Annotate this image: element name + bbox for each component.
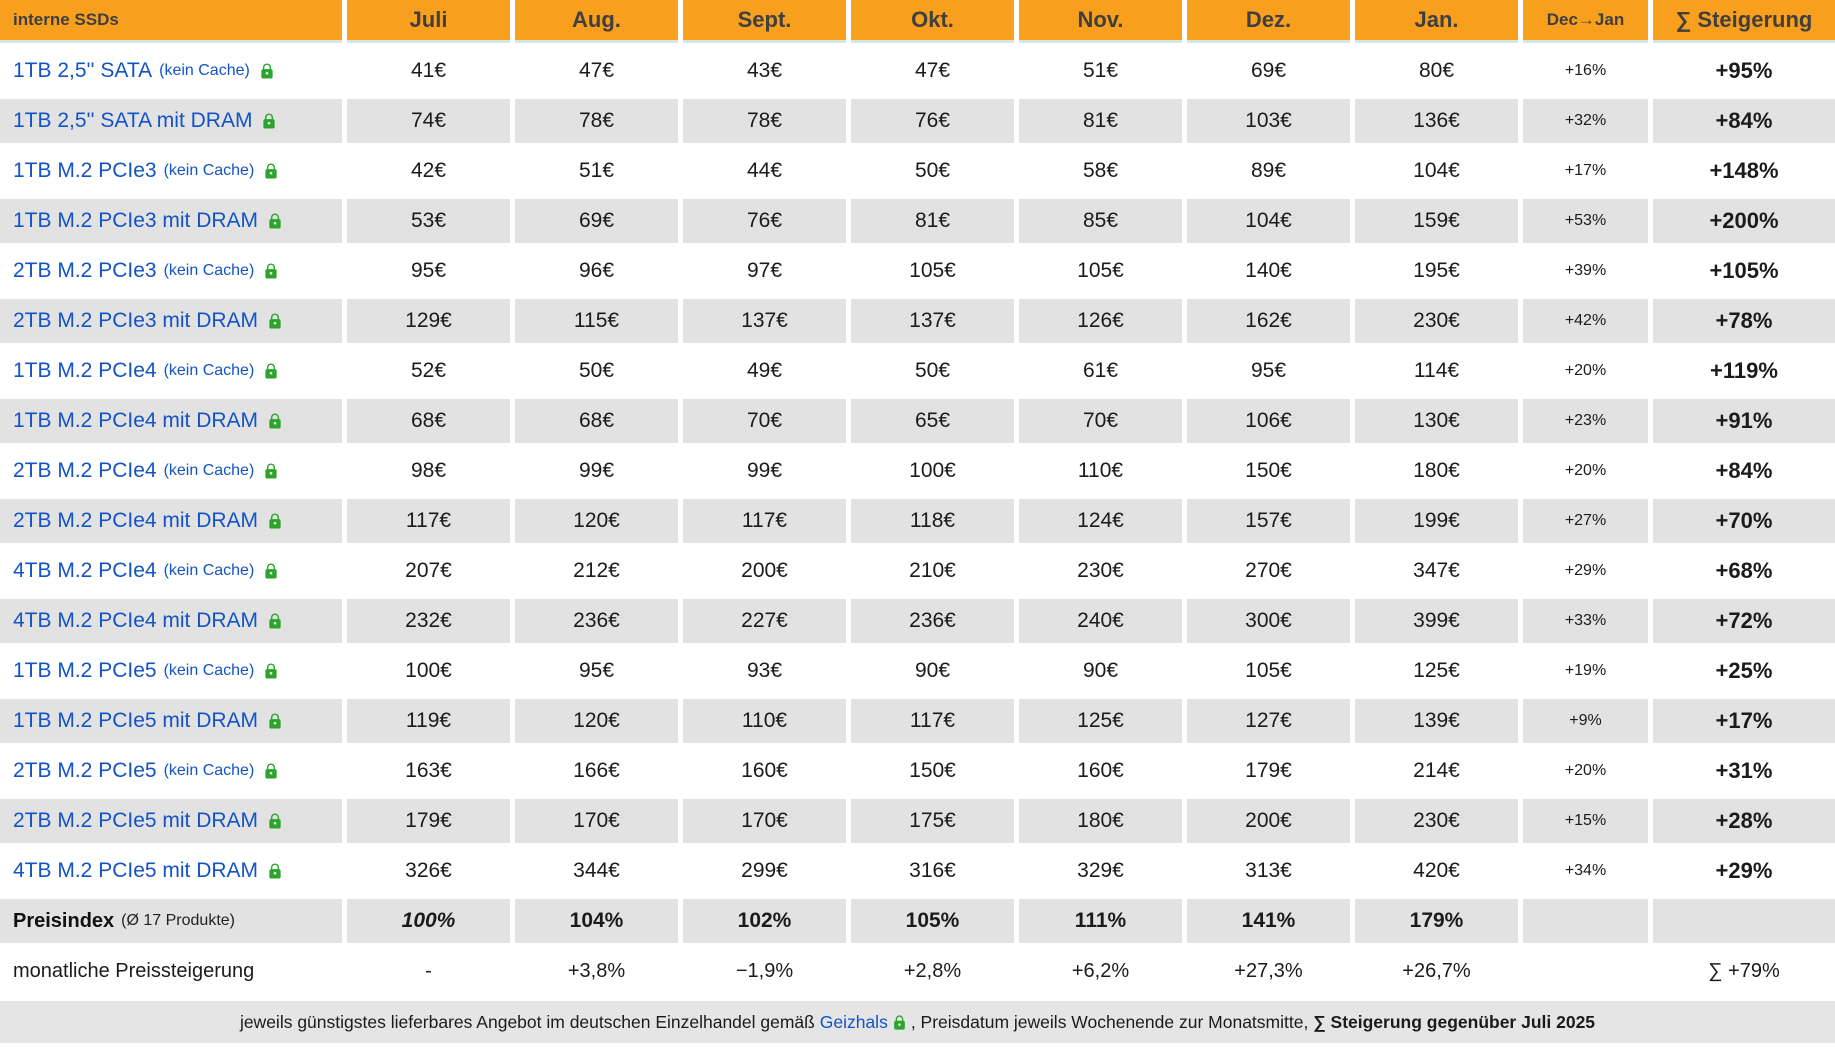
price-cell: 69€ [1250, 59, 1287, 82]
price-cell: 98€ [410, 459, 447, 482]
price-cell: 139€ [1355, 699, 1518, 743]
dec-jan-cell: +33% [1523, 599, 1648, 643]
price-cell: 175€ [851, 799, 1014, 843]
dec-jan-cell: +39% [1564, 262, 1607, 279]
product-note: (kein Cache) [163, 162, 255, 179]
col-header-month-sept: Sept. [683, 0, 846, 43]
lock-icon [262, 262, 280, 280]
product-name-cell[interactable] [0, 199, 342, 243]
price-cell: 47€ [578, 59, 615, 82]
product-name-cell[interactable] [0, 149, 342, 193]
dec-jan-cell: +23% [1523, 399, 1648, 443]
steigerung-cell: +17% [1653, 699, 1835, 743]
price-cell: 236€ [851, 599, 1014, 643]
preisindex-value-cell: 179% [1355, 899, 1518, 943]
price-cell: 104€ [1413, 159, 1460, 182]
preisindex-sublabel: (Ø 17 Produkte) [121, 912, 235, 929]
dec-jan-cell: +32% [1523, 99, 1648, 143]
price-cell: 76€ [683, 199, 846, 243]
lock-icon [266, 412, 284, 430]
empty-cell [1523, 899, 1648, 943]
price-cell: 230€ [1077, 559, 1124, 582]
price-cell: 78€ [683, 99, 846, 143]
col-header-month-dez: Dez. [1187, 0, 1350, 43]
col-header-month-aug: Aug. [515, 0, 678, 43]
price-cell: 120€ [515, 699, 678, 743]
lock-icon [266, 612, 284, 630]
price-cell: 313€ [1245, 859, 1292, 882]
price-cell: 347€ [1413, 559, 1460, 582]
empty-cell [1653, 899, 1835, 943]
price-cell: 329€ [1077, 859, 1124, 882]
preisindex-value-cell: 141% [1187, 899, 1350, 943]
lock-icon [262, 662, 280, 680]
monthly-value-cell: +27,3% [1234, 959, 1303, 982]
price-cell: 96€ [578, 259, 615, 282]
col-header-month-nov: Nov. [1019, 0, 1182, 43]
price-cell: 58€ [1082, 159, 1119, 182]
dec-jan-cell: +17% [1564, 162, 1607, 179]
price-cell: 207€ [405, 559, 452, 582]
price-cell: 95€ [410, 259, 447, 282]
dec-jan-cell: +20% [1564, 462, 1607, 479]
price-cell: 100€ [909, 459, 956, 482]
price-cell: 105€ [1245, 659, 1292, 682]
price-cell: 126€ [1019, 299, 1182, 343]
col-header-month-jan: Jan. [1355, 0, 1518, 43]
price-cell: 163€ [405, 759, 452, 782]
lock-icon [266, 712, 284, 730]
price-cell: 180€ [1019, 799, 1182, 843]
steigerung-cell: +95% [1715, 58, 1773, 83]
price-cell: 61€ [1082, 359, 1119, 382]
lock-icon [262, 362, 280, 380]
price-cell: 170€ [515, 799, 678, 843]
preisindex-value-cell: 105% [851, 899, 1014, 943]
dec-jan-cell: +29% [1564, 562, 1607, 579]
dec-jan-cell: +16% [1564, 62, 1607, 79]
product-name-cell[interactable] [0, 249, 342, 293]
product-label: 2TB M.2 PCIe5 [13, 759, 157, 782]
price-cell: 74€ [347, 99, 510, 143]
price-cell: 95€ [1250, 359, 1287, 382]
price-cell: 170€ [683, 799, 846, 843]
product-label: 1TB M.2 PCIe4 [13, 359, 157, 382]
lock-icon [258, 62, 276, 80]
price-cell: 42€ [410, 159, 447, 182]
product-label: 2TB M.2 PCIe5 mit DRAM [13, 809, 259, 832]
product-note: (kein Cache) [163, 462, 255, 479]
price-cell: 103€ [1187, 99, 1350, 143]
dec-jan-cell: +42% [1523, 299, 1648, 343]
price-cell: 117€ [683, 499, 846, 543]
price-cell: 157€ [1187, 499, 1350, 543]
monthly-value-cell: −1,9% [735, 959, 794, 982]
price-cell: 68€ [347, 399, 510, 443]
product-name-cell[interactable] [0, 649, 342, 693]
price-cell: 240€ [1019, 599, 1182, 643]
dec-jan-cell: +53% [1523, 199, 1648, 243]
price-cell: 81€ [851, 199, 1014, 243]
col-header-products: interne SSDs [0, 0, 342, 43]
price-cell: 210€ [909, 559, 956, 582]
price-cell: 90€ [914, 659, 951, 682]
product-name-cell[interactable] [0, 399, 342, 443]
price-cell: 195€ [1413, 259, 1460, 282]
col-header-steigerung: ∑ Steigerung [1653, 0, 1835, 43]
price-cell: 47€ [914, 59, 951, 82]
price-cell: 127€ [1187, 699, 1350, 743]
price-cell: 52€ [410, 359, 447, 382]
lock-icon [262, 162, 280, 180]
product-name-cell[interactable] [0, 549, 342, 593]
steigerung-cell: +70% [1653, 499, 1835, 543]
price-cell: 125€ [1019, 699, 1182, 743]
price-cell: 236€ [515, 599, 678, 643]
product-label: 2TB M.2 PCIe4 mit DRAM [13, 509, 259, 532]
price-cell: 179€ [1245, 759, 1292, 782]
price-cell: 162€ [1187, 299, 1350, 343]
lock-icon [262, 462, 280, 480]
price-cell: 200€ [741, 559, 788, 582]
price-cell: 110€ [683, 699, 846, 743]
price-cell: 420€ [1413, 859, 1460, 882]
price-cell: 150€ [909, 759, 956, 782]
price-cell: 95€ [578, 659, 615, 682]
price-cell: 125€ [1413, 659, 1460, 682]
price-cell: 179€ [347, 799, 510, 843]
price-cell: 50€ [914, 159, 951, 182]
price-cell: 49€ [746, 359, 783, 382]
price-cell: 212€ [573, 559, 620, 582]
lock-icon [266, 812, 284, 830]
price-cell: 129€ [347, 299, 510, 343]
product-name-cell[interactable] [0, 49, 342, 93]
monthly-value-cell: +6,2% [1071, 959, 1130, 982]
product-label: 2TB M.2 PCIe4 [13, 459, 157, 482]
product-name-cell[interactable] [0, 699, 342, 743]
product-label: 4TB M.2 PCIe4 mit DRAM [13, 609, 259, 632]
price-cell: 270€ [1245, 559, 1292, 582]
product-label: 2TB M.2 PCIe3 mit DRAM [13, 309, 259, 332]
dec-jan-cell: +20% [1564, 362, 1607, 379]
product-note: (kein Cache) [163, 562, 255, 579]
dec-jan-cell: +34% [1564, 862, 1607, 879]
steigerung-cell: +84% [1653, 99, 1835, 143]
steigerung-cell: +105% [1709, 258, 1779, 283]
price-cell: 230€ [1355, 299, 1518, 343]
price-cell: 93€ [746, 659, 783, 682]
price-cell: 69€ [515, 199, 678, 243]
preisindex-value-cell: 104% [515, 899, 678, 943]
steigerung-cell: +29% [1715, 858, 1773, 883]
price-cell: 299€ [741, 859, 788, 882]
price-cell: 65€ [851, 399, 1014, 443]
price-cell: 344€ [573, 859, 620, 882]
price-cell: 44€ [746, 159, 783, 182]
dec-jan-cell: +27% [1523, 499, 1648, 543]
steigerung-cell: +91% [1653, 399, 1835, 443]
product-name-cell[interactable] [0, 799, 342, 843]
price-cell: 214€ [1413, 759, 1460, 782]
steigerung-cell: +25% [1715, 658, 1773, 683]
product-note: (kein Cache) [159, 62, 250, 79]
monthly-value-cell: +26,7% [1402, 959, 1471, 982]
price-cell: 399€ [1355, 599, 1518, 643]
product-name-cell[interactable] [0, 99, 342, 143]
steigerung-cell: +119% [1710, 358, 1778, 383]
price-cell: 114€ [1413, 359, 1460, 382]
preisindex-value-cell: 102% [683, 899, 846, 943]
preisindex-value-cell: 111% [1019, 899, 1182, 943]
price-cell: 117€ [851, 699, 1014, 743]
price-cell: 316€ [909, 859, 956, 882]
monthly-sum-cell: ∑ +79% [1708, 959, 1780, 982]
product-label: 1TB M.2 PCIe3 [13, 159, 157, 182]
footnote-bold: ∑ Steigerung gegenüber Juli 2025 [1313, 1012, 1596, 1032]
price-cell: 130€ [1355, 399, 1518, 443]
product-name-cell[interactable] [0, 749, 342, 793]
product-name-cell[interactable] [0, 349, 342, 393]
product-name-cell[interactable] [0, 449, 342, 493]
product-note: (kein Cache) [163, 262, 255, 279]
monthly-value-cell: - [425, 959, 432, 982]
lock-icon [260, 112, 278, 130]
monthly-value-cell: +2,8% [903, 959, 962, 982]
price-cell: 106€ [1187, 399, 1350, 443]
price-cell: 115€ [515, 299, 678, 343]
price-cell: 136€ [1355, 99, 1518, 143]
price-cell: 80€ [1418, 59, 1455, 82]
price-cell: 118€ [851, 499, 1014, 543]
price-cell: 230€ [1355, 799, 1518, 843]
price-cell: 50€ [914, 359, 951, 382]
lock-icon [266, 512, 284, 530]
dec-jan-cell: +9% [1523, 699, 1648, 743]
preisindex-value-cell: 100% [347, 899, 510, 943]
product-name-cell[interactable] [0, 599, 342, 643]
steigerung-cell: +84% [1715, 458, 1773, 483]
col-header-month-juli: Juli [347, 0, 510, 43]
price-cell: 166€ [573, 759, 620, 782]
product-note: (kein Cache) [163, 662, 255, 679]
product-label: 4TB M.2 PCIe5 mit DRAM [13, 859, 259, 882]
lock-icon [891, 1014, 908, 1031]
lock-icon [266, 862, 284, 880]
price-cell: 50€ [578, 359, 615, 382]
footnote-text: , Preisdatum jeweils Wochenende zur Monatsmitte, [910, 1012, 1314, 1032]
product-label: 4TB M.2 PCIe4 [13, 559, 157, 582]
lock-icon [266, 212, 284, 230]
product-name-cell[interactable] [0, 299, 342, 343]
price-cell: 76€ [851, 99, 1014, 143]
product-label: 1TB M.2 PCIe4 mit DRAM [13, 409, 259, 432]
price-cell: 124€ [1019, 499, 1182, 543]
steigerung-cell: +148% [1709, 158, 1779, 183]
price-cell: 326€ [405, 859, 452, 882]
dec-jan-cell: +15% [1523, 799, 1648, 843]
price-cell: 68€ [515, 399, 678, 443]
price-cell: 97€ [746, 259, 783, 282]
price-cell: 199€ [1355, 499, 1518, 543]
dec-jan-cell: +20% [1564, 762, 1607, 779]
product-label: 1TB M.2 PCIe5 mit DRAM [13, 709, 259, 732]
price-cell: 41€ [410, 59, 447, 82]
steigerung-cell: +78% [1653, 299, 1835, 343]
monthly-value-cell: +3,8% [567, 959, 626, 982]
product-label: 1TB M.2 PCIe3 mit DRAM [13, 209, 259, 232]
geizhals-link[interactable]: Geizhals [819, 1012, 888, 1032]
price-cell: 105€ [1077, 259, 1124, 282]
price-cell: 120€ [515, 499, 678, 543]
price-cell: 137€ [851, 299, 1014, 343]
lock-icon [262, 762, 280, 780]
monthly-label-cell: monatliche Preissteigerung [13, 959, 255, 982]
preisindex-label-cell [0, 899, 342, 943]
price-cell: 110€ [1077, 459, 1124, 482]
steigerung-cell: +31% [1715, 758, 1773, 783]
price-cell: 150€ [1245, 459, 1292, 482]
table-footnote [0, 1001, 1835, 1043]
price-cell: 99€ [578, 459, 615, 482]
price-cell: 200€ [1187, 799, 1350, 843]
lock-icon [262, 562, 280, 580]
product-name-cell[interactable] [0, 499, 342, 543]
price-cell: 104€ [1187, 199, 1350, 243]
lock-icon [266, 312, 284, 330]
price-cell: 232€ [347, 599, 510, 643]
price-cell: 159€ [1355, 199, 1518, 243]
price-cell: 119€ [347, 699, 510, 743]
product-label: 1TB 2,5'' SATA [13, 59, 153, 82]
product-label: 1TB 2,5'' SATA mit DRAM [13, 109, 253, 132]
price-cell: 160€ [741, 759, 788, 782]
col-header-dec-jan: Dec→Jan [1523, 0, 1648, 43]
price-cell: 227€ [683, 599, 846, 643]
price-cell: 85€ [1019, 199, 1182, 243]
price-cell: 51€ [578, 159, 615, 182]
price-cell: 43€ [746, 59, 783, 82]
price-cell: 89€ [1250, 159, 1287, 182]
price-cell: 51€ [1082, 59, 1119, 82]
price-cell: 78€ [515, 99, 678, 143]
dec-jan-cell: +19% [1564, 662, 1607, 679]
price-cell: 99€ [746, 459, 783, 482]
price-cell: 300€ [1187, 599, 1350, 643]
steigerung-cell: +200% [1653, 199, 1835, 243]
steigerung-cell: +28% [1653, 799, 1835, 843]
steigerung-cell: +72% [1653, 599, 1835, 643]
price-cell: 117€ [347, 499, 510, 543]
steigerung-cell: +68% [1715, 558, 1773, 583]
price-cell: 140€ [1245, 259, 1292, 282]
price-cell: 81€ [1019, 99, 1182, 143]
price-cell: 180€ [1413, 459, 1460, 482]
price-cell: 100€ [405, 659, 452, 682]
preisindex-label: Preisindex [13, 909, 115, 932]
price-cell: 90€ [1082, 659, 1119, 682]
price-cell: 160€ [1077, 759, 1124, 782]
empty-cell [1523, 949, 1648, 993]
product-label: 2TB M.2 PCIe3 [13, 259, 157, 282]
product-name-cell[interactable] [0, 849, 342, 893]
price-cell: 137€ [683, 299, 846, 343]
price-cell: 105€ [909, 259, 956, 282]
product-note: (kein Cache) [163, 762, 255, 779]
product-note: (kein Cache) [163, 362, 255, 379]
price-cell: 70€ [1019, 399, 1182, 443]
col-header-month-okt: Okt. [851, 0, 1014, 43]
footnote-text: jeweils günstigstes lieferbares Angebot im deutschen Einzelhandel gemäß [239, 1012, 820, 1032]
product-label: 1TB M.2 PCIe5 [13, 659, 157, 682]
price-cell: 53€ [347, 199, 510, 243]
price-cell: 70€ [683, 399, 846, 443]
